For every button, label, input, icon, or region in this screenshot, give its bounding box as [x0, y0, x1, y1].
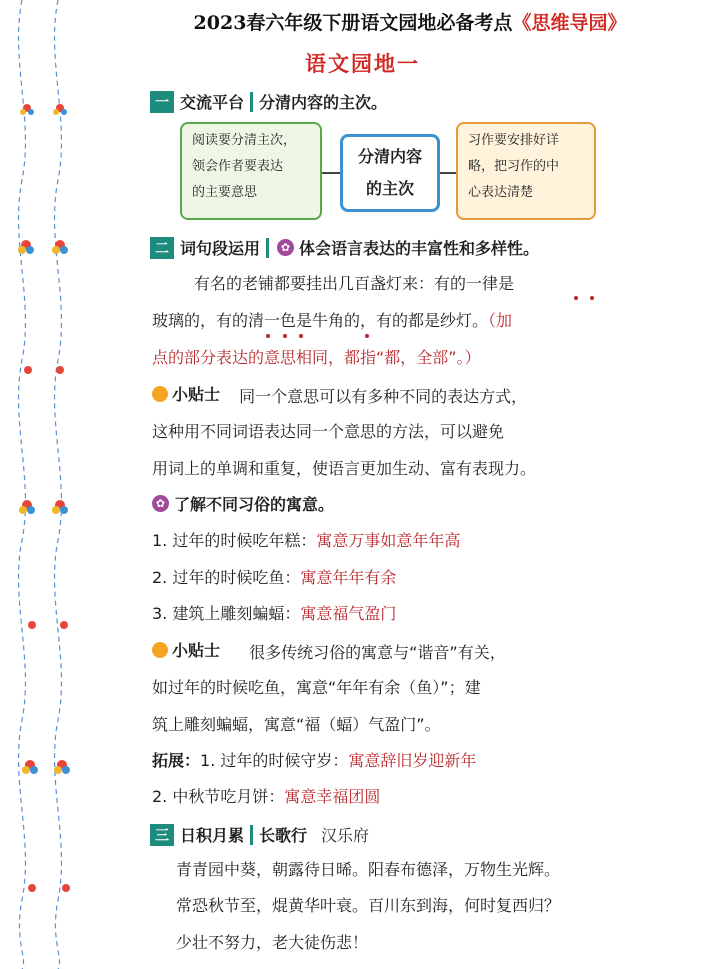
customs-title: 了解不同习俗的寓意。 [174, 495, 335, 514]
section-3-heading [150, 823, 369, 846]
section-number: 二 [150, 237, 174, 259]
diagram-center-line: 的主次 [365, 179, 414, 198]
emphasis-dot [365, 334, 369, 338]
section-number: 一 [150, 91, 174, 113]
divider-bar [250, 92, 253, 112]
poem-line: 少壮不努力，老大徒伤悲！ [176, 933, 369, 952]
section-name: 日积月累 [180, 826, 245, 845]
custom-meaning: 寓意万事如意年年高 [316, 531, 461, 550]
customs-heading [152, 492, 334, 515]
example-text: 玻璃的，有的清一色是牛角的，有的都是纱灯。 [152, 311, 489, 330]
custom-text: 1. 过年的时候吃年糕： [152, 531, 317, 550]
lightbulb-icon [152, 386, 168, 402]
extension-item [152, 784, 380, 807]
custom-text: 3. 建筑上雕刻蝙蝠： [152, 604, 301, 623]
section-name: 交流平台 [180, 93, 245, 112]
custom-item [152, 565, 396, 588]
example-line-1: 有名的老铺都要挂出几百盏灯来：有的一律是 [194, 274, 515, 293]
decorative-border [0, 0, 100, 969]
custom-meaning: 寓意福气盈门 [300, 604, 397, 623]
diagram-left-line: 的主要意思 [192, 185, 258, 200]
section-2-heading [150, 236, 539, 259]
section-number: 三 [150, 824, 174, 846]
diagram-right-line: 习作要安排好详 [468, 133, 560, 148]
emphasis-dot [283, 334, 287, 338]
diagram-left-box [180, 122, 322, 220]
tip-1-line-3: 用词上的单调和重复，使语言更加生动、富有表现力。 [152, 459, 537, 478]
diagram-left-line: 阅读要分清主次， [192, 133, 297, 148]
section-topic: 体会语言表达的丰富性和多样性。 [299, 239, 540, 258]
example-note-line: 点的部分表达的意思相同，都指“都，全部”。） [152, 348, 481, 367]
lightbulb-icon [152, 642, 168, 658]
tip-2-line-3: 筑上雕刻蝙蝠，寓意“福（蝠）气盈门”。 [152, 715, 441, 734]
extension-text: 2. 中秋节吃月饼： [152, 787, 285, 806]
tip-text: 同一个意思可以有多种不同的表达方式， [239, 386, 528, 406]
tip-1 [152, 382, 527, 407]
divider-bar [266, 238, 269, 258]
flower-icon: ✿ [152, 495, 169, 512]
tip-label-text: 小贴士 [172, 641, 221, 660]
emphasis-dot [590, 296, 594, 300]
custom-item [152, 601, 396, 624]
divider-bar [250, 825, 253, 845]
emphasis-dot [299, 334, 303, 338]
tip-1-line-2: 这种用不同词语表达同一个意思的方法，可以避免 [152, 422, 505, 441]
poem-author: 汉乐府 [321, 826, 370, 845]
tip-label [152, 382, 220, 405]
tip-text: 很多传统习俗的寓意与“谐音”有关， [249, 642, 506, 662]
section-name: 词句段运用 [180, 239, 261, 258]
poem-line: 青青园中葵，朝露待日晞。阳春布德泽，万物生光辉。 [176, 860, 561, 879]
example-line-2 [152, 308, 512, 331]
diagram-right-line: 略，把习作的中 [468, 159, 560, 174]
flower-icon: ✿ [277, 239, 294, 256]
unit-title: 语文园地一 [305, 51, 420, 76]
emphasis-dot [574, 296, 578, 300]
poem-line: 常恐秋节至，焜黄华叶衰。百川东到海，何时复西归？ [176, 896, 561, 915]
emphasis-dot [266, 334, 270, 338]
tip-label [152, 638, 220, 661]
section-1-heading [150, 90, 387, 113]
tip-2-line-2: 如过年的时候吃鱼，寓意“年年有余（鱼）”；建 [152, 678, 481, 697]
custom-text: 2. 过年的时候吃鱼： [152, 568, 301, 587]
custom-item [152, 528, 460, 551]
extension-meaning: 寓意辞旧岁迎新年 [348, 751, 477, 770]
diagram-center-box [340, 134, 440, 212]
diagram-right-line: 心表达清楚 [468, 185, 534, 200]
diagram-connector [322, 172, 340, 174]
poem-title: 长歌行 [259, 826, 308, 845]
diagram-left-line: 领会作者要表达 [192, 159, 284, 174]
extension-text: 1. 过年的时候守岁： [200, 751, 349, 770]
title-highlight: 《思维导园》 [512, 12, 627, 34]
page-title [120, 8, 700, 35]
section-topic: 分清内容的主次。 [259, 93, 388, 112]
custom-meaning: 寓意年年有余 [300, 568, 397, 587]
extension-item [152, 748, 476, 771]
diagram-right-box [456, 122, 596, 220]
extension-label: 拓展： [152, 751, 201, 770]
title-prefix: 2023春六年级下册语文园地必备考点 [193, 12, 513, 34]
diagram-center-line: 分清内容 [357, 147, 422, 166]
tip-label-text: 小贴士 [172, 385, 221, 404]
example-note: （加 [488, 311, 513, 330]
diagram-connector [440, 172, 456, 174]
tip-2 [152, 638, 506, 663]
extension-meaning: 寓意幸福团圆 [284, 787, 381, 806]
